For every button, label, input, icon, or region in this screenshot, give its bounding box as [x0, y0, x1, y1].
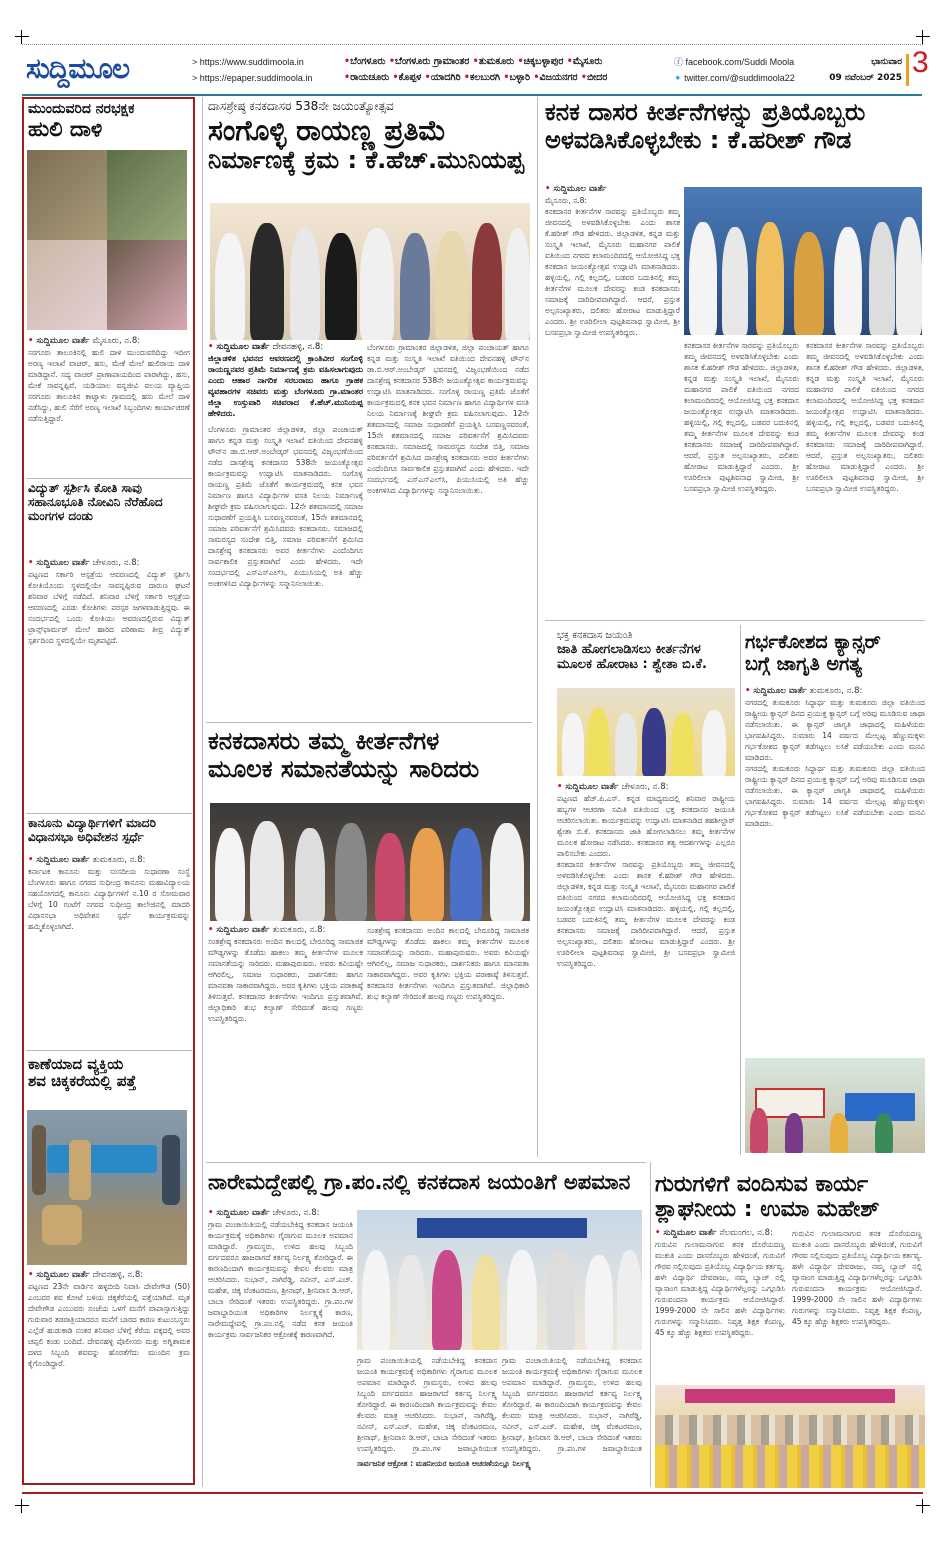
page-number: 3	[912, 46, 929, 79]
equality-headline[interactable]: ಕನಕದಾಸರು ತಮ್ಮ ಕೀರ್ತನೆಗಳ ಮೂಲಕ ಸಮಾನತೆಯನ್ನು ಸಾರಿದರು	[208, 727, 480, 783]
epaper-link[interactable]: > https://epaper.suddimoola.in	[192, 73, 313, 83]
tiger-attack-photo	[27, 150, 187, 330]
lake-rescue-photo	[27, 1110, 187, 1265]
divider	[545, 620, 925, 621]
shwetha-event-photo	[557, 688, 735, 776]
divider	[206, 722, 532, 723]
cancer-article-body: • ಸುದ್ದಿಮೂಲ ವಾರ್ತೆ ತುಮಕೂರು, ನ.8: ನಗರದಲ್ಲಿ ತುಮಕೂರು ಸಿದ್ಧಾರ್ಥ ಮತ್ತು ತುಮಕೂರು ಜಿಲ್ಲಾ ವತಿಯಿಂದ ರಾಷ್ಟ್ರೀಯ ಕ್ಯಾನ್ಸರ್ ದಿನದ ಪ್ರಯುಕ್ತ ಕ್ಯಾನ್ಸರ್ ಬಗ್ಗೆ ಅರಿವು ಮೂಡಿಸುವ ಜಾಥಾ ನಡೆಸಲಾಯಿತು. ಈ ಕ್ಯಾನ್ಸರ್ ಜಾಗೃತಿ ಜಾಥಾದಲ್ಲಿ ಮಹಿಳೆಯರು ಭಾಗವಹಿಸಿದ್ದರು. ಸುಮಾರು 14 ವರ್ಷದ ಮೇಲ್ಪಟ್ಟ ಹೆಣ್ಣುಮಕ್ಕಳು ಗರ್ಭಕೋಶದ ಕ್ಯಾನ್ಸರ್ ತಡೆಗಟ್ಟಲು ಲಸಿಕೆ ಪಡೆಯಬೇಕು ಎಂದು ಮನವಿ ಮಾಡಿದರು. ನಗರದಲ್ಲಿ ತುಮಕೂರು ಸಿದ್ಧಾರ್ಥ ಮತ್ತು ತುಮಕೂರು ಜಿಲ್ಲಾ ವತಿಯಿಂದ ರಾಷ್ಟ್ರೀಯ ಕ್ಯಾನ್ಸರ್ ದಿನದ ಪ್ರಯುಕ್ತ ಕ್ಯಾನ್ಸರ್ ಬಗ್ಗೆ ಅರಿವು ಮೂಡಿಸುವ ಜಾಥಾ ನಡೆಸಲಾಯಿತು. ಈ ಕ್ಯಾನ್ಸರ್ ಜಾಗೃತಿ ಜಾಥಾದಲ್ಲಿ ಮಹಿಳೆಯರು ಭಾಗವಹಿಸಿದ್ದರು. ಸುಮಾರು 14 ವರ್ಷದ ಮೇಲ್ಪಟ್ಟ ಹೆಣ್ಣುಮಕ್ಕಳು ಗರ್ಭಕೋಶದ ಕ್ಯಾನ್ಸರ್ ತಡೆಗಟ್ಟಲು ಲಸಿಕೆ ಪಡೆಯಬೇಕು ಎಂದು ಮನವಿ ಮಾಡಿದರು.	[745, 686, 925, 828]
sangolli-article-body: ಬೆಂಗಳೂರು ಗ್ರಾಮಾಂತರ ಜಿಲ್ಲಾಡಳಿತ, ಜಿಲ್ಲಾ ಪಂಚಾಯತ್ ಹಾಗೂ ಕನ್ನಡ ಮತ್ತು ಸಂಸ್ಕೃತಿ ಇಲಾಖೆ ವತಿಯಿಂದ ದೇವನಹಳ್ಳಿ ಟೌನ್‌ನ ಡಾ.ಬಿ.ಆರ್.ಅಂಬೇಡ್ಕರ್ ಭವನದಲ್ಲಿ ವಿಜೃಂಭಣೆಯಿಂದ ನಡೆದ ದಾಸಶ್ರೇಷ್ಠ ಕನಕದಾಸರ 538ನೇ ಜಯಂತ್ಯೋತ್ಸವ ಕಾರ್ಯಕ್ರಮವನ್ನು ಉದ್ಘಾಟಿಸಿ ಮಾತನಾಡಿದರು. ಸಂಗೊಳ್ಳಿ ರಾಯಣ್ಣ ಪ್ರತಿಮೆ ಜೊತೆಗೆ ಕಾರ್ಯಕ್ರಮದಲ್ಲಿ ಕನಕ ಭವನ ನಿರ್ಮಾಣ ಹಾಗೂ ವಿದ್ಯಾರ್ಥಿಗಳ ವಸತಿ ನಿಲಯ ನಿರ್ಮಾಣಕ್ಕೆ ಶೀಘ್ರವೇ ಕ್ರಮ ವಹಿಸಲಾಗುವುದು. 12ನೇ ಶತಮಾನದಲ್ಲಿ ಸಮಾಜ ಸುಧಾರಣೆಗೆ ಪ್ರಯತ್ನಿಸಿ ಬಸವಣ್ಣನವರಂತೆ, 15ನೇ ಶತಮಾನದಲ್ಲಿ ಸಮಾಜ ಪರಿವರ್ತನೆಗೆ ಶ್ರಮಿಸಿದವರು ಕನಕದಾಸರು. ಸಮಾಜದಲ್ಲಿ ಸಾಮರಸ್ಯದ ಸಂದೇಶ ಬಿತ್ತಿ, ಸಮಾಜ ಪರಿವರ್ತನೆಗೆ ಶ್ರಮಿಸಿದ ದಾಸಶ್ರೇಷ್ಠ ಕನಕದಾಸರು ಅವರ ಕೀರ್ತನೆಗಳು ಎಂದೆಂದಿಗೂ ಸಾರ್ವಕಾಲಿಕ ಪ್ರಸ್ತುತವಾಗಿವೆ ಎಂದು ಹೇಳಿದರು. ಇದೇ ಸಂದರ್ಭದಲ್ಲಿ ಎಸ್‌ಎಸ್‌ಎಲ್‌ಸಿ, ಪಿಯುಸಿಯಲ್ಲಿ ಅತಿ ಹೆಚ್ಚು ಅಂಕಗಳಿಸಿದ ವಿದ್ಯಾರ್ಥಿಗಳನ್ನು ಸನ್ಮಾನಿಸಲಾಯಿತು.	[208, 425, 363, 588]
mock-assembly-body: • ಸುದ್ದಿಮೂಲ ವಾರ್ತೆ ತುಮಕೂರು, ನ.8: ಕರ್ನಾಟಕ ಕಾನೂನು ಮತ್ತು ಸಂಸದೀಯ ಸುಧಾರಣಾ ಸಂಸ್ಥೆ ಬೆಂಗಳೂರು ಹಾಗೂ ನಗರದ ಸುಧೀಂದ್ರ ಕಾನೂನು ಮಹಾವಿದ್ಯಾಲಯ ಸಹಯೋಗದಲ್ಲಿ ಕಾನೂನು ವಿದ್ಯಾರ್ಥಿಗಳಿಗೆ ನ.10 ರ ಸೋಮವಾರ ಬೆಳಗ್ಗೆ 10 ಗಂಟೆಗೆ ನಗರದ ಸುಧೀಂದ್ರ ಕಾಲೇಜಿನಲ್ಲಿ ಮಾದರಿ ವಿಧಾನಸಭಾ ಅಧಿವೇಶನ ಸ್ಪರ್ಧೆ ಕಾರ್ಯಕ್ರಮವನ್ನು ಹಮ್ಮಿಕೊಳ್ಳಲಾಗಿದೆ.	[28, 855, 190, 931]
social-links	[674, 54, 795, 86]
city: ಕಲಬುರಗಿ	[470, 72, 501, 83]
harish-article-body: • ಸುದ್ದಿಮೂಲ ವಾರ್ತೆ ಮೈಸೂರು, ನ.8: ಕನಕದಾಸರ ಕೀರ್ತನೆಗಳ ಸಾರವನ್ನು ಪ್ರತಿಯೊಬ್ಬರು ತಮ್ಮ ಜೀವನದಲ್ಲಿ ಅಳವಡಿಸಿಕೊಳ್ಳಬೇಕು ಎಂದು ಶಾಸಕ ಕೆ.ಹರೀಶ್ ಗೌಡ ಹೇಳಿದರು. ಜಿಲ್ಲಾಡಳಿತ, ಕನ್ನಡ ಮತ್ತು ಸಂಸ್ಕೃತಿ ಇಲಾಖೆ, ಮೈಸೂರು ಮಹಾನಗರ ಪಾಲಿಕೆ ವತಿಯಿಂದ ನಗರದ ಕಲಾಮಂದಿರದಲ್ಲಿ ಆಯೋಜಿಸಿದ್ದ ಭಕ್ತ ಕನಕದಾಸ ಜಯಂತ್ಯೋತ್ಸವ ಉದ್ಘಾಟಿಸಿ ಮಾತನಾಡಿದರು. ಹಳ್ಳಿಯಲ್ಲಿ, ಗಲ್ಲಿ ಕಲ್ಲದಲ್ಲಿ, ಬಡವರ ಬದುಕಿನಲ್ಲಿ ತಮ್ಮ ಕೀರ್ತನೆಗಳ ಮೂಲಕ ದೇವರನ್ನು ಕಂಡ ಕನಕದಾಸರು ಸಮಾಜಕ್ಕೆ ದಾರಿದೀಪವಾಗಿದ್ದಾರೆ. ಆದರೆ, ಪ್ರಸ್ತುತ ಅಲ್ಪಸಂಖ್ಯಾತರು, ದಲಿತರು ಹೋರಾಟ ಮಾಡುತ್ತಿದ್ದಾರೆ ಎಂದರು. ಶ್ರೀ ಊರಿಲೀಲಾ ಪುಟ್ಟಶಿವನಾಥ ಸ್ವಾಮೀಜಿ, ಶ್ರೀ ಬಸವಪ್ರಭಾ ಸ್ವಾಮೀಜಿ ಉಪಸ್ಥಿತರಿದ್ದರು.	[545, 184, 680, 337]
monkey-electrocution-headline[interactable]: ವಿದ್ಯುತ್ ಸ್ಪರ್ಶಿಸಿ ಕೋತಿ ಸಾವು ಸಹಾನೂಭೂತಿ ನೋವಿನಿ ನೆರೆಹೊದ ಮಂಗಗಳ ದಂಡು	[28, 481, 163, 523]
issue-date	[812, 54, 902, 86]
sangolli-event-photo	[210, 203, 530, 340]
shwetha-headline[interactable]: ಜಾತಿ ಹೋಗಲಾಡಿಸಲು ಕೀರ್ತನೆಗಳ ಮೂಲಕ ಹೋರಾಟ : ಶ್ವೇತಾ ಬಿ.ಕೆ.	[557, 642, 707, 672]
harish-event-photo	[684, 187, 922, 335]
top-dotted-rule	[22, 44, 923, 45]
uma-article-body: • ಸುದ್ದಿಮೂಲ ವಾರ್ತೆ ನೆಲಮಂಗಲ, ನ.8: ಗುರುವಿನ ಗುಲಾಮನಾಗುವ ತನಕ ದೊರೆಯದಣ್ಣ ಮುಕುತಿ ಎಂದು ದಾಸರೊಬ್ಬರು ಹೇಳಿದಂತೆ, ಗುರುವಿಗೆ ಗೌರವ ಸಲ್ಲಿಸುವುದು ಪ್ರತಿಯೊಬ್ಬ ವಿದ್ಯಾರ್ಥಿಯ ಕರ್ತವ್ಯ. ಹಳೇ ವಿದ್ಯಾರ್ಥಿ ದೇವರಾಜು, ನಮ್ಮ ಬ್ಯಾಚ್ ನಲ್ಲಿ ವ್ಯಾಸಾಂಗ ಮಾಡುತ್ತಿದ್ದ ವಿದ್ಯಾರ್ಥಿಗಳೆಲ್ಲರನ್ನು ಒಗ್ಗೂಡಿಸಿ ಗುರುವಂದನಾ ಕಾರ್ಯಕ್ರಮ ಆಯೋಜಿಸಿದ್ದಾರೆ. 1999-2000 ನೇ ಸಾಲಿನ ಹಳೇ ವಿದ್ಯಾರ್ಥಿಗಳು ಗುರುಗಳನ್ನು ಸನ್ಮಾನಿಸಿದರು. ನಿವೃತ್ತ ಶಿಕ್ಷಕ ಕೆಂಪಣ್ಣ, 45 ಕ್ಕೂ ಹೆಚ್ಚು ಶಿಕ್ಷಕರು ಉಪಸ್ಥಿತರಿದ್ದರು.	[655, 1228, 785, 1337]
equality-event-photo	[210, 803, 530, 921]
city: ಬೆಂಗಳೂರು ಗ್ರಾಮಾಂತರ	[394, 56, 470, 67]
newspaper-logo[interactable]: ಸುದ್ದಿಮೂಲ	[26, 52, 130, 85]
divider	[206, 1162, 646, 1163]
column-rule	[650, 1162, 651, 1487]
mock-assembly-headline[interactable]: ಕಾನೂನು ವಿದ್ಯಾರ್ಥಿಗಳಿಗೆ ಮಾದರಿ ವಿಧಾನಸಭಾ ಅಧಿವೇಶನ ಸ್ಪರ್ಧೆ	[28, 816, 156, 844]
date: 09 ನವೆಂಬರ್ 2025	[829, 73, 902, 83]
city: ಬೆಂಗಳೂರು	[350, 56, 386, 67]
edition-cities	[344, 54, 607, 86]
tiger-headline[interactable]: ಮುಂದುವರಿದ ನರಭಕ್ಷಕ ಹುಲಿ ದಾಳಿ	[28, 101, 135, 142]
city: ಬಳ್ಳಾರಿ	[509, 72, 531, 83]
city: ತುಮಕೂರು	[478, 56, 515, 67]
column-rule	[202, 97, 203, 1487]
naremaddepalli-event-photo	[357, 1210, 642, 1350]
cities-row-2: •ರಾಯಚೂರು •ಕೊಪ್ಪಳ •ಯಾದಗಿರಿ •ಕಲಬುರಗಿ •ಬಳ್ಳಾರಿ •ವಿಜಯನಗರ •ಬೀದರ	[344, 72, 608, 83]
crop-mark	[15, 30, 29, 44]
naremaddepalli-headline[interactable]: ನಾರೇಮದ್ದೇಪಲ್ಲಿ ಗ್ರಾ.ಪಂ.ನಲ್ಲಿ ಕನಕದಾಸ ಜಯಂತಿಗೆ ಅಪಮಾನ	[208, 1170, 631, 1194]
naremaddepalli-body: • ಸುದ್ದಿಮೂಲ ವಾರ್ತೆ ಚೇಳೂರು, ನ.8: ಗ್ರಾಮ ಪಂಚಾಯಿತಿಯಲ್ಲಿ ನಡೆಯಬೇಕಿದ್ದ ಕನಕದಾಸ ಜಯಂತಿ ಕಾರ್ಯಕ್ರಮಕ್ಕೆ ಅಧಿಕಾರಿಗಳು ಗೈರಾಗುವ ಮೂಲಕ ಅಪಮಾನ ಮಾಡಿದ್ದಾರೆ. ಗ್ರಾಮಸ್ಥರು, ಉಳಿದ ಹಲವು ಸಿಬ್ಬಂದಿ ವರ್ಗದವರೂ ಹಾಜರಾಗದೆ ಕರ್ತವ್ಯ ನಿರ್ಲಕ್ಷ್ಯ ತೋರಿದ್ದಾರೆ. ಈ ಕಾರಣದಿಂದಾಗಿ ಕಾರ್ಯಕ್ರಮವನ್ನು ಕೇವಲ ಕೆಲವರು ಮಾತ್ರ ಆಚರಿಸಿದರು. ಸುಭಾನ್, ನಾಗಿರೆಡ್ಡಿ, ನವೀನ್, ಎಸ್.ಎಚ್. ಮಹೇಶ, ಚಿಕ್ಕ ವೆಂಕಟರಮಣ, ಶ್ರೀನಾಥ್, ಶ್ರೀನಿವಾಸ ಡಿ.ಆರ್, ಬಾಬಾ ಸೇರಿದಂತೆ ಇತರರು ಉಪಸ್ಥಿತರಿದ್ದರು. ಗ್ರಾ.ಪಂ.ಗಳ ಜವಾಬ್ದಾರಿಯುತ ಅಧಿಕಾರಿಗಳ ನಿರ್ಲಕ್ಷ್ಯಕ್ಕೆ ಕಾರಣ, ನಾರೇಮದ್ದೇಪಲ್ಲಿ ಗ್ರಾ.ಪಂ.ನಲ್ಲಿ ನಡೆದ ಕನಕ ಜಯಂತಿ ಕಾರ್ಯಕ್ರಮ ಸಾರ್ವಜನಿಕರ ಆಕ್ರೋಶಕ್ಕೆ ಕಾರಣವಾಗಿದೆ.	[208, 1208, 353, 1339]
uma-article-body-col2: ಗುರುವಿನ ಗುಲಾಮನಾಗುವ ತನಕ ದೊರೆಯದಣ್ಣ ಮುಕುತಿ ಎಂದು ದಾಸರೊಬ್ಬರು ಹೇಳಿದಂತೆ, ಗುರುವಿಗೆ ಗೌರವ ಸಲ್ಲಿಸುವುದು ಪ್ರತಿಯೊಬ್ಬ ವಿದ್ಯಾರ್ಥಿಯ ಕರ್ತವ್ಯ. ಹಳೇ ವಿದ್ಯಾರ್ಥಿ ದೇವರಾಜು, ನಮ್ಮ ಬ್ಯಾಚ್ ನಲ್ಲಿ ವ್ಯಾಸಾಂಗ ಮಾಡುತ್ತಿದ್ದ ವಿದ್ಯಾರ್ಥಿಗಳೆಲ್ಲರನ್ನು ಒಗ್ಗೂಡಿಸಿ ಗುರುವಂದನಾ ಕಾರ್ಯಕ್ರಮ ಆಯೋಜಿಸಿದ್ದಾರೆ. 1999-2000 ನೇ ಸಾಲಿನ ಹಳೇ ವಿದ್ಯಾರ್ಥಿಗಳು ಗುರುಗಳನ್ನು ಸನ್ಮಾನಿಸಿದರು. ನಿವೃತ್ತ ಶಿಕ್ಷಕ ಕೆಂಪಣ್ಣ, 45 ಕ್ಕೂ ಹೆಚ್ಚು ಶಿಕ್ಷಕರು ಉಪಸ್ಥಿತರಿದ್ದರು.	[792, 1229, 922, 1326]
facebook-link[interactable]: facebook.com/Suddi Moola	[685, 57, 795, 67]
city: ಮೈಸೂರು	[572, 56, 603, 67]
city: ಬೀದರ	[586, 72, 608, 83]
city: ವಿಜಯನಗರ	[539, 72, 578, 83]
shwetha-kicker: ಭಕ್ತ ಕನಕದಾಸ ಜಯಂತಿ	[557, 630, 633, 641]
crop-mark	[916, 30, 930, 44]
city: ಯಾದಗಿರಿ	[430, 72, 461, 83]
shwetha-article-body: • ಸುದ್ದಿಮೂಲ ವಾರ್ತೆ ಚೇಳೂರು, ನ.8: ಪಟ್ಟಣದ ಹೆಚ್.ಪಿ.ಎಸ್. ಕನ್ನಡ ಮಾಧ್ಯಮದಲ್ಲಿ ಶನಿವಾರ ರಾಷ್ಟ್ರೀಯ ಹಬ್ಬಗಳ ಆಚರಣಾ ಸಮಿತಿ ವತಿಯಿಂದ ಭಕ್ತ ಕನಕದಾಸರ ಜಯಂತಿ ಆಚರಿಸಲಾಯಿತು. ಕಾರ್ಯಕ್ರಮವನ್ನು ಉದ್ಘಾಟಿಸಿ ಮಾತನಾಡಿದ ತಹಶೀಲ್ದಾರ್ ಶ್ವೇತಾ ಬಿ.ಕೆ. ಕನಕದಾಸರು ಜಾತಿ ಹೋಗಲಾಡಿಸಲು ತಮ್ಮ ಕೀರ್ತನೆಗಳ ಮೂಲಕ ಹೋರಾಟ ನಡೆಸಿದರು. ಕನಕದಾಸರ ತತ್ವ ಆದರ್ಶಗಳನ್ನು ಎಲ್ಲರೂ ಪಾಲಿಸಬೇಕು ಎಂದರು. ಕನಕದಾಸರ ಕೀರ್ತನೆಗಳ ಸಾರವನ್ನು ಪ್ರತಿಯೊಬ್ಬರು ತಮ್ಮ ಜೀವನದಲ್ಲಿ ಅಳವಡಿಸಿಕೊಳ್ಳಬೇಕು ಎಂದು ಶಾಸಕ ಕೆ.ಹರೀಶ್ ಗೌಡ ಹೇಳಿದರು. ಜಿಲ್ಲಾಡಳಿತ, ಕನ್ನಡ ಮತ್ತು ಸಂಸ್ಕೃತಿ ಇಲಾಖೆ, ಮೈಸೂರು ಮಹಾನಗರ ಪಾಲಿಕೆ ವತಿಯಿಂದ ನಗರದ ಕಲಾಮಂದಿರದಲ್ಲಿ ಆಯೋಜಿಸಿದ್ದ ಭಕ್ತ ಕನಕದಾಸ ಜಯಂತ್ಯೋತ್ಸವ ಉದ್ಘಾಟಿಸಿ ಮಾತನಾಡಿದರು. ಹಳ್ಳಿಯಲ್ಲಿ, ಗಲ್ಲಿ ಕಲ್ಲದಲ್ಲಿ, ಬಡವರ ಬದುಕಿನಲ್ಲಿ ತಮ್ಮ ಕೀರ್ತನೆಗಳ ಮೂಲಕ ದೇವರನ್ನು ಕಂಡ ಕನಕದಾಸರು ಸಮಾಜಕ್ಕೆ ದಾರಿದೀಪವಾಗಿದ್ದಾರೆ. ಆದರೆ, ಪ್ರಸ್ತುತ ಅಲ್ಪಸಂಖ್ಯಾತರು, ದಲಿತರು ಹೋರಾಟ ಮಾಡುತ್ತಿದ್ದಾರೆ ಎಂದರು. ಶ್ರೀ ಊರಿಲೀಲಾ ಪುಟ್ಟಶಿವನಾಥ ಸ್ವಾಮೀಜಿ, ಶ್ರೀ ಬಸವಪ್ರಭಾ ಸ್ವಾಮೀಜಿ ಉಪಸ್ಥಿತರಿದ್ದರು.	[557, 782, 735, 968]
twitter-link[interactable]: twitter.com/@suddimoola22	[684, 73, 795, 83]
naremaddepalli-body-col2: ಗ್ರಾಮ ಪಂಚಾಯಿತಿಯಲ್ಲಿ ನಡೆಯಬೇಕಿದ್ದ ಕನಕದಾಸ ಜಯಂತಿ ಕಾರ್ಯಕ್ರಮಕ್ಕೆ ಅಧಿಕಾರಿಗಳು ಗೈರಾಗುವ ಮೂಲಕ ಅಪಮಾನ ಮಾಡಿದ್ದಾರೆ. ಗ್ರಾಮಸ್ಥರು, ಉಳಿದ ಹಲವು ಸಿಬ್ಬಂದಿ ವರ್ಗದವರೂ ಹಾಜರಾಗದೆ ಕರ್ತವ್ಯ ನಿರ್ಲಕ್ಷ್ಯ ತೋರಿದ್ದಾರೆ. ಈ ಕಾರಣದಿಂದಾಗಿ ಕಾರ್ಯಕ್ರಮವನ್ನು ಕೇವಲ ಕೆಲವರು ಮಾತ್ರ ಆಚರಿಸಿದರು. ಸುಭಾನ್, ನಾಗಿರೆಡ್ಡಿ, ನವೀನ್, ಎಸ್.ಎಚ್. ಮಹೇಶ, ಚಿಕ್ಕ ವೆಂಕಟರಮಣ, ಶ್ರೀನಾಥ್, ಶ್ರೀನಿವಾಸ ಡಿ.ಆರ್, ಬಾಬಾ ಸೇರಿದಂತೆ ಇತರರು ಉಪಸ್ಥಿತರಿದ್ದರು. ಗ್ರಾ.ಪಂ.ಗಳ ಜವಾಬ್ದಾರಿಯುತ	[357, 1356, 497, 1453]
weekday: ಭಾನುವಾರ	[871, 57, 902, 67]
column-rule	[537, 97, 538, 1157]
page-number-divider	[906, 54, 909, 86]
bottom-rule	[22, 1492, 923, 1494]
masthead	[22, 46, 929, 96]
equality-article-body: • ಸುದ್ದಿಮೂಲ ವಾರ್ತೆ ತುಮಕೂರು, ನ.8: ಸಂತಶ್ರೇಷ್ಠ ಕನಕದಾಸರು ಅಂದಿನ ಕಾಲದಲ್ಲಿ ಬೇರೂರಿದ್ದ ಸಾಮಾಜಿಕ ಮೌಢ್ಯಗಳನ್ನು ತೊಡೆದು ಹಾಕಲು ತಮ್ಮ ಕೀರ್ತನೆಗಳ ಮೂಲಕ ಸಮಾನತೆಯನ್ನು ಸಾರಿದರು. ಮಹಾಪುರುಷರು. ಅವರು ಕವಿಯಷ್ಟೇ ಆಗಿರಲಿಲ್ಲ, ಸಮಾಜ ಸುಧಾರಕರು, ದಾರ್ಶನಿಕರು ಹಾಗೂ ಮಾನವತಾ ಸಾಕಾರವಾಗಿದ್ದರು. ಅವರ ಕೃತಿಗಳು ಭಕ್ತಿಯ ಪರಾಕಾಷ್ಠೆ ತಿಳಿಸುತ್ತವೆ. ಕನಕದಾಸರ ಕೀರ್ತನೆಗಳು ಇಂದಿಗೂ ಪ್ರಸ್ತುತವಾಗಿವೆ. ಜಿಲ್ಲಾಧಿಕಾರಿ ಶುಭ ಕಲ್ಯಾಣ್ ಸೇರಿದಂತೆ ಹಲವು ಗಣ್ಯರು ಉಪಸ್ಥಿತರಿದ್ದರು.	[208, 925, 363, 1023]
website-links	[192, 54, 312, 86]
sangolli-article-lede: • ಸುದ್ದಿಮೂಲ ವಾರ್ತೆ ದೇವನಹಳ್ಳಿ, ನ.8: ಜಿಲ್ಲಾಡಳಿತ ಭವನದ ಆವರಣದಲ್ಲಿ ಕ್ರಾಂತಿವೀರ ಸಂಗೊಳ್ಳಿ ರಾಯಣ್ಣನವರ ಪ್ರತಿಮೆ ನಿರ್ಮಾಣಕ್ಕೆ ಕ್ರಮ ವಹಿಸಲಾಗುವುದು ಎಂದು ಆಹಾರ ನಾಗರಿಕ ಸರಬರಾಜು ಹಾಗೂ ಗ್ರಾಹಕ ವ್ಯವಹಾರಗಳ ಸಚಿವರು ಮತ್ತು ಬೆಂಗಳೂರು ಗ್ರಾ.ಮಾಂತರ ಜಿಲ್ಲಾ ಉಸ್ತುವಾರಿ ಸಚಿವರಾದ ಕೆ.ಹೆಚ್.ಮುನಿಯಪ್ಪ ಹೇಳಿದರು.	[208, 342, 363, 418]
twitter-icon: ✦	[674, 73, 682, 83]
cancer-rally-photo	[745, 1058, 925, 1153]
missing-person-body: • ಸುದ್ದಿಮೂಲ ವಾರ್ತೆ ದೇವನಹಳ್ಳಿ, ನ.8: ಪಟ್ಟಣದ 23ನೇ ವಾರ್ಡಿನ ಹಳ್ಳಬೀದಿ ನಿವಾಸಿ ದೇವೇಗೌಡ (50) ಎಂಬವರ ಶವ ಕೋಟೆ ಬಳಿಯ ಚಿಕ್ಕಕೆರೆಯಲ್ಲಿ ಪತ್ತೆಯಾಗಿದೆ. ಮೃತ ದೇವೇಗೌಡ ಎಂಬುವರು ಸಂಜೆಯ ಒಳಗೆ ಮನೆಗೆ ವಾಪಾಸ್ಸಾಗುತ್ತಿದ್ದು ಗುರುವಾರ ತಡರಾತ್ರಿಯಾದರೂ ಮನೆಗೆ ಬಾರದ ಕಾರಣ ಕುಟುಂಬಸ್ಥರು ಎಲ್ಲೆಡೆ ಹುಡುಕಾಡಿ ನಂತರ ಶನಿವಾರ ಬೆಳಿಗ್ಗೆ ಕೆರೆಯ ಪಕ್ಕದಲ್ಲಿ ಅವರ ಚಪ್ಪಲಿ ಕಂಡು ಬಂದಿದೆ. ದೇವನಹಳ್ಳಿ ಪೊಲೀಸರು ಮತ್ತು ಅಗ್ನಿಶಾಮಕ ದಳದ ಸಿಬ್ಬಂದಿ ಶವವನ್ನು ಹೊರತೆಗೆದು ಮುಂದಿನ ಕ್ರಮ ಕೈಗೊಂಡಿದ್ದಾರೆ.	[28, 1270, 190, 1368]
crop-mark	[15, 1499, 29, 1513]
facebook-icon: ⓕ	[674, 57, 684, 67]
divider	[26, 478, 192, 479]
missing-person-headline[interactable]: ಕಾಣೆಯಾದ ವ್ಯಕ್ತಿಯ ಶವ ಚಿಕ್ಕಕರೆಯಲ್ಲಿ ಪತ್ತೆ	[28, 1055, 137, 1091]
divider	[26, 813, 192, 814]
uma-mahesh-headline[interactable]: ಗುರುಗಳಿಗೆ ವಂದಿಸುವ ಕಾರ್ಯ ಶ್ಲಾಘನೀಯ : ಉಮಾ ಮಹೇಶ್	[655, 1172, 880, 1223]
sangolli-headline[interactable]: ಸಂಗೊಳ್ಳಿ ರಾಯಣ್ಣ ಪ್ರತಿಮೆ ನಿರ್ಮಾಣಕ್ಕೆ ಕ್ರಮ : ಕೆ.ಹೆಚ್.ಮುನಿಯಪ್ಪ	[208, 114, 524, 175]
naremaddepalli-footer-line: ಸಾರ್ವಜನಿಕ ಆಕ್ರೋಶ : ಮಹನೀಯರ ಜಯಂತಿ ಆಚರಣೆಯಲ್ಲೂ ನಿರ್ಲಕ್ಷ್ಯ	[357, 1459, 531, 1468]
cancer-awareness-headline[interactable]: ಗರ್ಭಕೋಶದ ಕ್ಯಾನ್ಸರ್ ಬಗ್ಗೆ ಜಾಗೃತಿ ಅಗತ್ಯ	[745, 631, 881, 675]
harish-gowda-headline[interactable]: ಕನಕ ದಾಸರ ಕೀರ್ತನೆಗಳನ್ನು ಪ್ರತಿಯೊಬ್ಬರು ಅಳವಡಿಸಿಕೊಳ್ಳಬೇಕು : ಕೆ.ಹರೀಶ್ ಗೌಡ	[545, 98, 866, 154]
website-link[interactable]: > https://www.suddimoola.in	[192, 57, 304, 67]
sangolli-kicker: ದಾಸಶ್ರೇಷ್ಠ ಕನಕದಾಸರ 538ನೇ ಜಯಂತ್ಯೋತ್ಸವ	[208, 99, 394, 113]
crop-mark	[916, 1499, 930, 1513]
cities-row-1: •ಬೆಂಗಳೂರು •ಬೆಂಗಳೂರು ಗ್ರಾಮಾಂತರ •ತುಮಕೂರು •ಚಿಕ್ಕಬಳ್ಳಾಪುರ •ಮೈಸೂರು	[344, 56, 603, 67]
tiger-article-body: • ಸುದ್ದಿಮೂಲ ವಾರ್ತೆ ಮೈಸೂರು, ನ.8: ಸರಗೂರು ತಾಲೂಕಿನಲ್ಲಿ ಹುಲಿ ದಾಳಿ ಮುಂದುವರಿದಿದ್ದು ಇದೀಗ ಅರಣ್ಯ ಇಲಾಖೆ ವಾಚರ್, ಹಸು, ಮೇಕೆ ಮೇಲೆ ಹುಲಿರಾಯ ದಾಳಿ ಮಾಡಿದ್ದಾನೆ. ಸದ್ಯ ವಾಚರ್ ಪ್ರಾಣಾಪಾಯದಿಂದ ಪಾರಾಗಿದ್ದು, ಹಸು, ಮೇಕೆ ಸಾವನ್ನಪ್ಪಿವೆ. ಯಡಿಯಾಲ ವನ್ಯಜೀವಿ ವಲಯ ವ್ಯಾಪ್ತಿಯ ಸರಗೂರು ತಾಲೂಕಿನ ಕಾಟ್ವಾಳು ಗ್ರಾಮದಲ್ಲಿ ಹಸು ಮೇಲೆ ದಾಳಿ ನಡೆಸಿದ್ದು, ಹುಲಿ ಸೆರೆಗೆ ಅರಣ್ಯ ಇಲಾಖೆ ಸಿಬ್ಬಂದಿಗಳು ಕಾರ್ಯಾಚರಣೆ ನಡೆಸುತ್ತಿದ್ದಾರೆ.	[28, 336, 190, 423]
city: ರಾಯಚೂರು	[350, 72, 390, 83]
harish-article-body-col3: ಕನಕದಾಸರ ಕೀರ್ತನೆಗಳ ಸಾರವನ್ನು ಪ್ರತಿಯೊಬ್ಬರು ತಮ್ಮ ಜೀವನದಲ್ಲಿ ಅಳವಡಿಸಿಕೊಳ್ಳಬೇಕು ಎಂದು ಶಾಸಕ ಕೆ.ಹರೀಶ್ ಗೌಡ ಹೇಳಿದರು. ಜಿಲ್ಲಾಡಳಿತ, ಕನ್ನಡ ಮತ್ತು ಸಂಸ್ಕೃತಿ ಇಲಾಖೆ, ಮೈಸೂರು ಮಹಾನಗರ ಪಾಲಿಕೆ ವತಿಯಿಂದ ನಗರದ ಕಲಾಮಂದಿರದಲ್ಲಿ ಆಯೋಜಿಸಿದ್ದ ಭಕ್ತ ಕನಕದಾಸ ಜಯಂತ್ಯೋತ್ಸವ ಉದ್ಘಾಟಿಸಿ ಮಾತನಾಡಿದರು. ಹಳ್ಳಿಯಲ್ಲಿ, ಗಲ್ಲಿ ಕಲ್ಲದಲ್ಲಿ, ಬಡವರ ಬದುಕಿನಲ್ಲಿ ತಮ್ಮ ಕೀರ್ತನೆಗಳ ಮೂಲಕ ದೇವರನ್ನು ಕಂಡ ಕನಕದಾಸರು ಸಮಾಜಕ್ಕೆ ದಾರಿದೀಪವಾಗಿದ್ದಾರೆ. ಆದರೆ, ಪ್ರಸ್ತುತ ಅಲ್ಪಸಂಖ್ಯಾತರು, ದಲಿತರು ಹೋರಾಟ ಮಾಡುತ್ತಿದ್ದಾರೆ ಎಂದರು. ಶ್ರೀ ಊರಿಲೀಲಾ ಪುಟ್ಟಶಿವನಾಥ ಸ್ವಾಮೀಜಿ, ಶ್ರೀ ಬಸವಪ್ರಭಾ ಸ್ವಾಮೀಜಿ ಉಪಸ್ಥಿತರಿದ್ದರು.	[806, 341, 924, 493]
naremaddepalli-body-col3: ಗ್ರಾಮ ಪಂಚಾಯಿತಿಯಲ್ಲಿ ನಡೆಯಬೇಕಿದ್ದ ಕನಕದಾಸ ಜಯಂತಿ ಕಾರ್ಯಕ್ರಮಕ್ಕೆ ಅಧಿಕಾರಿಗಳು ಗೈರಾಗುವ ಮೂಲಕ ಅಪಮಾನ ಮಾಡಿದ್ದಾರೆ. ಗ್ರಾಮಸ್ಥರು, ಉಳಿದ ಹಲವು ಸಿಬ್ಬಂದಿ ವರ್ಗದವರೂ ಹಾಜರಾಗದೆ ಕರ್ತವ್ಯ ನಿರ್ಲಕ್ಷ್ಯ ತೋರಿದ್ದಾರೆ. ಈ ಕಾರಣದಿಂದಾಗಿ ಕಾರ್ಯಕ್ರಮವನ್ನು ಕೇವಲ ಕೆಲವರು ಮಾತ್ರ ಆಚರಿಸಿದರು. ಸುಭಾನ್, ನಾಗಿರೆಡ್ಡಿ, ನವೀನ್, ಎಸ್.ಎಚ್. ಮಹೇಶ, ಚಿಕ್ಕ ವೆಂಕಟರಮಣ, ಶ್ರೀನಾಥ್, ಶ್ರೀನಿವಾಸ ಡಿ.ಆರ್, ಬಾಬಾ ಸೇರಿದಂತೆ ಇತರರು ಉಪಸ್ಥಿತರಿದ್ದರು. ಗ್ರಾ.ಪಂ.ಗಳ ಜವಾಬ್ದಾರಿಯುತ	[502, 1356, 642, 1453]
city: ಚಿಕ್ಕಬಳ್ಳಾಪುರ	[523, 56, 564, 67]
column-rule	[740, 625, 741, 1155]
harish-article-body-col2: ಕನಕದಾಸರ ಕೀರ್ತನೆಗಳ ಸಾರವನ್ನು ಪ್ರತಿಯೊಬ್ಬರು ತಮ್ಮ ಜೀವನದಲ್ಲಿ ಅಳವಡಿಸಿಕೊಳ್ಳಬೇಕು ಎಂದು ಶಾಸಕ ಕೆ.ಹರೀಶ್ ಗೌಡ ಹೇಳಿದರು. ಜಿಲ್ಲಾಡಳಿತ, ಕನ್ನಡ ಮತ್ತು ಸಂಸ್ಕೃತಿ ಇಲಾಖೆ, ಮೈಸೂರು ಮಹಾನಗರ ಪಾಲಿಕೆ ವತಿಯಿಂದ ನಗರದ ಕಲಾಮಂದಿರದಲ್ಲಿ ಆಯೋಜಿಸಿದ್ದ ಭಕ್ತ ಕನಕದಾಸ ಜಯಂತ್ಯೋತ್ಸವ ಉದ್ಘಾಟಿಸಿ ಮಾತನಾಡಿದರು. ಹಳ್ಳಿಯಲ್ಲಿ, ಗಲ್ಲಿ ಕಲ್ಲದಲ್ಲಿ, ಬಡವರ ಬದುಕಿನಲ್ಲಿ ತಮ್ಮ ಕೀರ್ತನೆಗಳ ಮೂಲಕ ದೇವರನ್ನು ಕಂಡ ಕನಕದಾಸರು ಸಮಾಜಕ್ಕೆ ದಾರಿದೀಪವಾಗಿದ್ದಾರೆ. ಆದರೆ, ಪ್ರಸ್ತುತ ಅಲ್ಪಸಂಖ್ಯಾತರು, ದಲಿತರು ಹೋರಾಟ ಮಾಡುತ್ತಿದ್ದಾರೆ ಎಂದರು. ಶ್ರೀ ಊರಿಲೀಲಾ ಪುಟ್ಟಶಿವನಾಥ ಸ್ವಾಮೀಜಿ, ಶ್ರೀ ಬಸವಪ್ರಭಾ ಸ್ವಾಮೀಜಿ ಉಪಸ್ಥಿತರಿದ್ದರು.	[684, 341, 799, 493]
city: ಕೊಪ್ಪಳ	[398, 72, 422, 83]
monkey-article-body: • ಸುದ್ದಿಮೂಲ ವಾರ್ತೆ ಚೇಳೂರು, ನ.8: ಪಟ್ಟಣದ ಸರ್ಕಾರಿ ಆಸ್ಪತ್ರೆಯ ಆವರಣದಲ್ಲಿ ವಿದ್ಯುತ್ ಸ್ಪರ್ಶಿಸಿ ಕೋತಿಯೊಂದು ಸ್ಥಳದಲ್ಲಿಯೇ ಸಾವನ್ನಪ್ಪಿರುವ ದಾರುಣ ಘಟನೆ ಶನಿವಾರ ಬೆಳಿಗ್ಗೆ ನಡೆದಿದೆ. ಶನಿವಾರ ಬೆಳಿಗ್ಗೆ ಸರ್ಕಾರಿ ಆಸ್ಪತ್ರೆಯ ಆವರಣದಲ್ಲಿ ಎರಡು ಕೋತಿಗಳು ಪರಸ್ಪರ ಜಗಳವಾಡುತ್ತಿದ್ದವು. ಈ ಸಂದರ್ಭದಲ್ಲಿ ಒಂದು ಕೋತಿಯು ಆವರಣದಲ್ಲಿರುವ ವಿದ್ಯುತ್ ಟ್ರಾನ್ಸ್‌ಫಾರ್ಮರ್ ಮೇಲೆ ಹಾರಿದ ಪರಿಣಾಮ ತೀವ್ರ ವಿದ್ಯುತ್ ಸ್ಪರ್ಶದಿಂದ ಸ್ಥಳದಲ್ಲಿಯೇ ಮೃತಪಟ್ಟಿದೆ.	[28, 558, 190, 645]
equality-article-body-col2: ಸಂತಶ್ರೇಷ್ಠ ಕನಕದಾಸರು ಅಂದಿನ ಕಾಲದಲ್ಲಿ ಬೇರೂರಿದ್ದ ಸಾಮಾಜಿಕ ಮೌಢ್ಯಗಳನ್ನು ತೊಡೆದು ಹಾಕಲು ತಮ್ಮ ಕೀರ್ತನೆಗಳ ಮೂಲಕ ಸಮಾನತೆಯನ್ನು ಸಾರಿದರು. ಮಹಾಪುರುಷರು. ಅವರು ಕವಿಯಷ್ಟೇ ಆಗಿರಲಿಲ್ಲ, ಸಮಾಜ ಸುಧಾರಕರು, ದಾರ್ಶನಿಕರು ಹಾಗೂ ಮಾನವತಾ ಸಾಕಾರವಾಗಿದ್ದರು. ಅವರ ಕೃತಿಗಳು ಭಕ್ತಿಯ ಪರಾಕಾಷ್ಠೆ ತಿಳಿಸುತ್ತವೆ. ಕನಕದಾಸರ ಕೀರ್ತನೆಗಳು ಇಂದಿಗೂ ಪ್ರಸ್ತುತವಾಗಿವೆ. ಜಿಲ್ಲಾಧಿಕಾರಿ ಶುಭ ಕಲ್ಯಾಣ್ ಸೇರಿದಂತೆ ಹಲವು ಗಣ್ಯರು ಉಪಸ್ಥಿತರಿದ್ದರು.	[367, 926, 529, 1001]
uma-group-photo	[655, 1385, 925, 1488]
divider	[26, 1050, 192, 1051]
sangolli-article-body-col2: ಬೆಂಗಳೂರು ಗ್ರಾಮಾಂತರ ಜಿಲ್ಲಾಡಳಿತ, ಜಿಲ್ಲಾ ಪಂಚಾಯತ್ ಹಾಗೂ ಕನ್ನಡ ಮತ್ತು ಸಂಸ್ಕೃತಿ ಇಲಾಖೆ ವತಿಯಿಂದ ದೇವನಹಳ್ಳಿ ಟೌನ್‌ನ ಡಾ.ಬಿ.ಆರ್.ಅಂಬೇಡ್ಕರ್ ಭವನದಲ್ಲಿ ವಿಜೃಂಭಣೆಯಿಂದ ನಡೆದ ದಾಸಶ್ರೇಷ್ಠ ಕನಕದಾಸರ 538ನೇ ಜಯಂತ್ಯೋತ್ಸವ ಕಾರ್ಯಕ್ರಮವನ್ನು ಉದ್ಘಾಟಿಸಿ ಮಾತನಾಡಿದರು. ಸಂಗೊಳ್ಳಿ ರಾಯಣ್ಣ ಪ್ರತಿಮೆ ಜೊತೆಗೆ ಕಾರ್ಯಕ್ರಮದಲ್ಲಿ ಕನಕ ಭವನ ನಿರ್ಮಾಣ ಹಾಗೂ ವಿದ್ಯಾರ್ಥಿಗಳ ವಸತಿ ನಿಲಯ ನಿರ್ಮಾಣಕ್ಕೆ ಶೀಘ್ರವೇ ಕ್ರಮ ವಹಿಸಲಾಗುವುದು. 12ನೇ ಶತಮಾನದಲ್ಲಿ ಸಮಾಜ ಸುಧಾರಣೆಗೆ ಪ್ರಯತ್ನಿಸಿ ಬಸವಣ್ಣನವರಂತೆ, 15ನೇ ಶತಮಾನದಲ್ಲಿ ಸಮಾಜ ಪರಿವರ್ತನೆಗೆ ಶ್ರಮಿಸಿದವರು ಕನಕದಾಸರು. ಸಮಾಜದಲ್ಲಿ ಸಾಮರಸ್ಯದ ಸಂದೇಶ ಬಿತ್ತಿ, ಸಮಾಜ ಪರಿವರ್ತನೆಗೆ ಶ್ರಮಿಸಿದ ದಾಸಶ್ರೇಷ್ಠ ಕನಕದಾಸರು ಅವರ ಕೀರ್ತನೆಗಳು ಎಂದೆಂದಿಗೂ ಸಾರ್ವಕಾಲಿಕ ಪ್ರಸ್ತುತವಾಗಿವೆ ಎಂದು ಹೇಳಿದರು. ಇದೇ ಸಂದರ್ಭದಲ್ಲಿ ಎಸ್‌ಎಸ್‌ಎಲ್‌ಸಿ, ಪಿಯುಸಿಯಲ್ಲಿ ಅತಿ ಹೆಚ್ಚು ಅಂಕಗಳಿಸಿದ ವಿದ್ಯಾರ್ಥಿಗಳನ್ನು ಸನ್ಮಾನಿಸಲಾಯಿತು.	[367, 343, 529, 495]
